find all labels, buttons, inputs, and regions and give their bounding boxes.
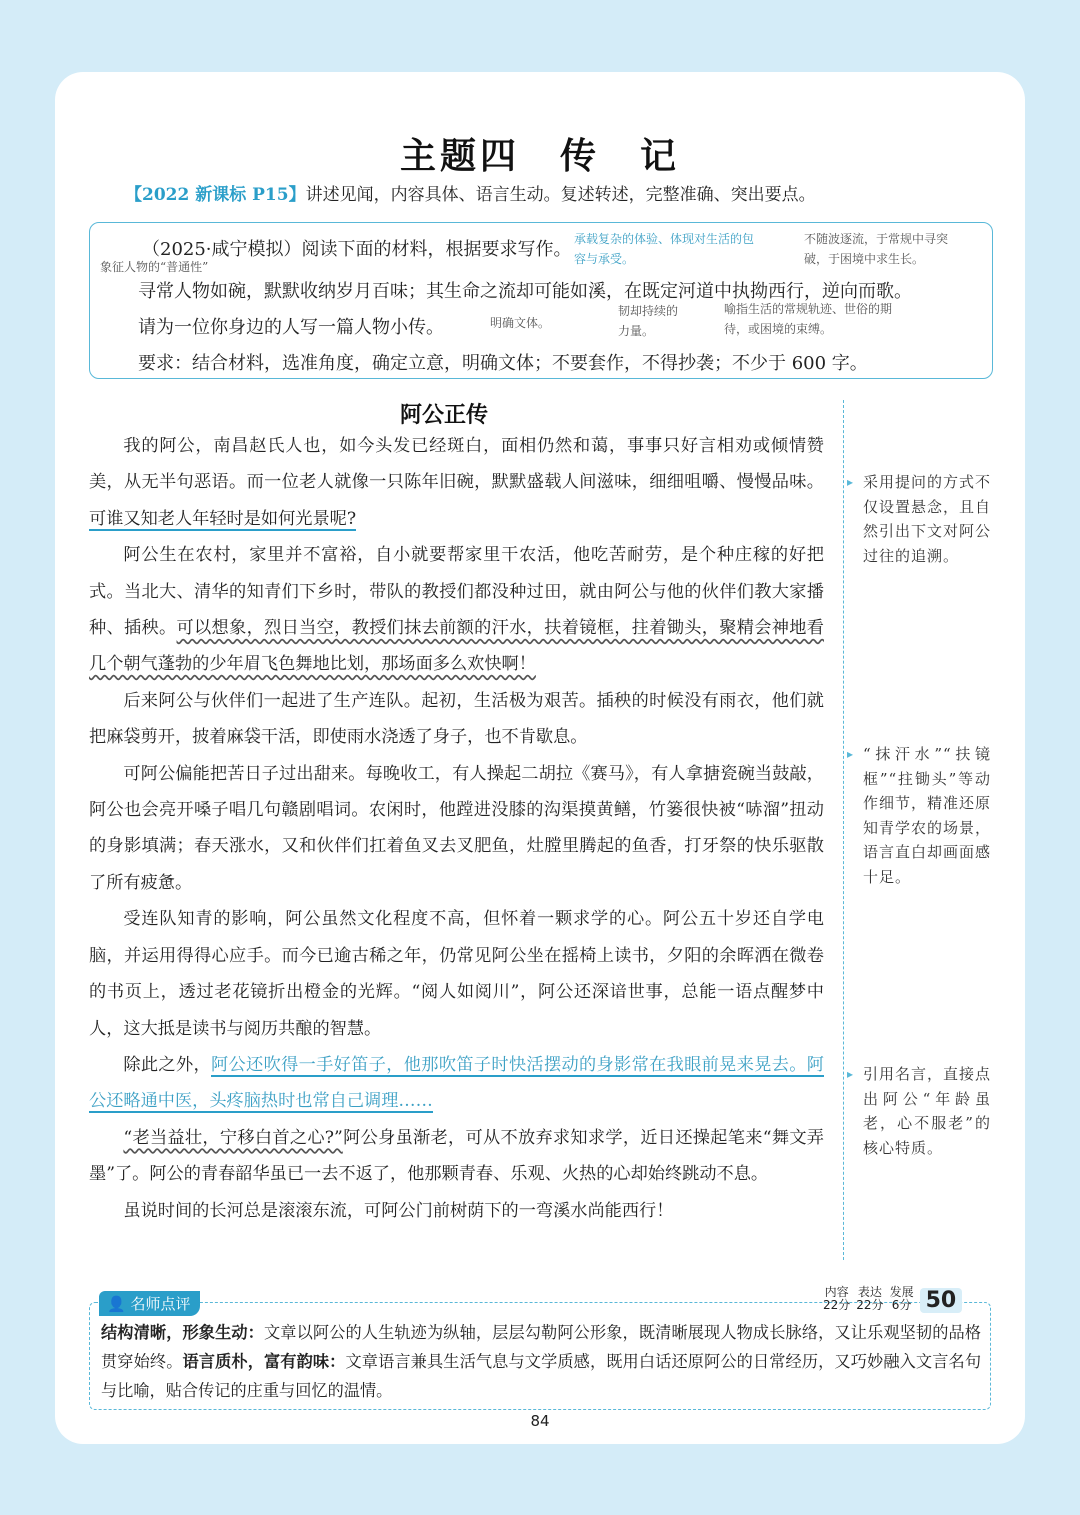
handnote-stream: 不随波逐流，于常规中寻突破，于困境中求生长。 — [804, 232, 949, 266]
side-note-details: ▸ “抹汗水”“扶镜框”“拄锄头”等动作细节，精准还原知青学农的场景，语言直白却画面感十足。 — [863, 742, 991, 889]
task-material: 寻常人物如碗，默默收纳岁月百味；其生命之流却可能如溪，在既定河道中执拗西行，逆向而歌。 — [138, 281, 912, 302]
quoted-proverb: “老当益壮，宁移白首之心?” — [123, 1127, 343, 1148]
teacher-review-tag: 👤 名师点评 — [99, 1291, 200, 1316]
essay-title: 阿公正传 — [400, 403, 489, 428]
handwritten-insert: 阿公还吹得一手好笛子，他那吹笛子时快活摆动的身影常在我眼前晃来晃去。阿公还略通中医，头疼脑热时也常自己调理…… — [89, 1054, 824, 1112]
essay-paragraph-8: 虽说时间的长河总是滚滚东流，可阿公门前树荫下的一弯溪水尚能西行！ — [123, 1200, 674, 1221]
score-development: 发展 6分 — [889, 1285, 914, 1312]
handnote-bowl: 承载复杂的体验、体现对生活的包容与承受。 — [574, 232, 755, 266]
task-prompt: 请为一位你身边的人写一篇人物小传。 — [138, 317, 444, 338]
underlined-question: 可谁又知老人年轻时是如何光景呢? — [89, 508, 357, 529]
essay-paragraph-1: 我的阿公，南昌赵氏人也，如今头发已经斑白，面相仍然和蔼，事事只好言相劝或倾情赞美，从无半句恶语。而一位老人就像一只陈年旧碗，默默盛载人间滋味，细细咀嚼、慢慢品味。可谁又知老人年轻时是如何光景呢? — [89, 436, 824, 529]
essay-paragraph-3: 后来阿公与伙伴们一起进了生产连队。起初，生活极为艰苦。插秧的时候没有雨衣，他们就把麻袋剪开，披着麻袋干活，即使雨水浇透了身子，也不肯歇息。 — [89, 690, 824, 748]
handnote-ordinary: 象征人物的“普通性” — [100, 260, 209, 274]
annotation-divider — [843, 400, 844, 1260]
teacher-review-text: 结构清晰，形象生动：文章以阿公的人生轨迹为纵轴，层层勾勒阿公形象，既清晰展现人物成长脉络，又让乐观坚韧的品格贯穿始终。语言质朴，富有韵味：文章语言兼具生活气息与文学质感，既用白话还原阿公的日常经历，又巧妙融入文言名句与比喻，贴合传记的庄重与回忆的温情。 — [101, 1323, 982, 1400]
side-note-question: ▸ 采用提问的方式不仅设置悬念，且自然引出下文对阿公过往的追溯。 — [863, 470, 991, 568]
side-note-quote: ▸ 引用名言，直接点出阿公“年龄虽老，心不服老”的核心特质。 — [863, 1062, 991, 1160]
page-sheet — [55, 72, 1025, 1444]
score-content: 内容 22分 — [823, 1285, 851, 1312]
standard-tag: 【2022 新课标 P15】 — [125, 185, 306, 205]
task-intro: （2025·咸宁模拟）阅读下面的材料，根据要求写作。 — [142, 239, 572, 260]
page-number: 84 — [530, 1412, 550, 1430]
handnote-strength: 韧却持续的力量。 — [618, 304, 679, 338]
essay-paragraph-6: 除此之外，阿公还吹得一手好笛子，他那吹笛子时快活摆动的身影常在我眼前晃来晃去。阿公还略通中医，头疼脑热时也常自己调理…… — [89, 1054, 824, 1112]
wavy-underlined-scene: 可以想象，烈日当空，教授们抹去前额的汗水，扶着镜框，拄着锄头，聚精会神地看几个朝气蓬勃的少年眉飞色舞地比划，那场面多么欢快啊！ — [89, 618, 824, 675]
score-panel — [823, 1286, 962, 1313]
page-title: 主题四 传 记 — [399, 136, 680, 177]
essay-body — [89, 428, 824, 1229]
essay-paragraph-2: 阿公生在农村，家里并不富裕，自小就要帮家里干农活，他吃苦耐劳，是个种庄稼的好把式。当北大、清华的知青们下乡时，带队的教授们都没种过田，就由阿公与他的伙伴们教大家播种、插秧。可以想象，烈日当空，教授们抹去前额的汗水，扶着镜框，拄着锄头，聚精会神地看几个朝气蓬勃的少年眉飞色舞地比划，那场面多么欢快啊！ — [89, 545, 824, 675]
score-total: 50 — [920, 1288, 963, 1313]
score-expression: 表达 22分 — [856, 1285, 884, 1312]
handnote-genre: 明确文体。 — [490, 316, 551, 330]
essay-paragraph-7: “老当益壮，宁移白首之心?”阿公身虽渐老，可从不放弃求知求学，近日还操起笔来“舞文弄墨”了。阿公的青春韶华虽已一去不返了，他那颗青春、乐观、火热的心却始终跳动不息。 — [89, 1127, 824, 1185]
curriculum-standard — [125, 180, 816, 205]
essay-paragraph-5: 受连队知青的影响，阿公虽然文化程度不高，但怀着一颗求学的心。阿公五十岁还自学电脑，并运用得得心应手。而今已逾古稀之年，仍常见阿公坐在摇椅上读书，夕阳的余晖洒在微卷的书页上，透过老花镜折出橙金的光辉。“阅人如阅川”，阿公还深谙世事，总能一语点醒梦中人，这大抵是读书与阅历共酿的智慧。 — [89, 909, 824, 1039]
essay-paragraph-4: 可阿公偏能把苦日子过出甜来。每晚收工，有人操起二胡拉《赛马》，有人拿搪瓷碗当鼓敲，阿公也会亮开嗓子唱几句赣剧唱词。农闲时，他蹚进没膝的沟渠摸黄鳝，竹篓很快被“哧溜”扭动的身影填满；春天涨水，又和伙伴们扛着鱼叉去叉肥鱼，灶膛里腾起的鱼香，打牙祭的快乐驱散了所有疲惫。 — [89, 763, 824, 893]
handnote-river: 喻指生活的常规轨迹、世俗的期待，或困境的束缚。 — [724, 302, 893, 336]
standard-text: 讲述见闻，内容具体、语言生动。复述转述，完整准确、突出要点。 — [305, 185, 816, 205]
task-requirements: 要求：结合材料，选准角度，确定立意，明确文体；不要套作，不得抄袭；不少于 600 字。 — [138, 353, 868, 374]
writing-task-box — [89, 222, 993, 379]
